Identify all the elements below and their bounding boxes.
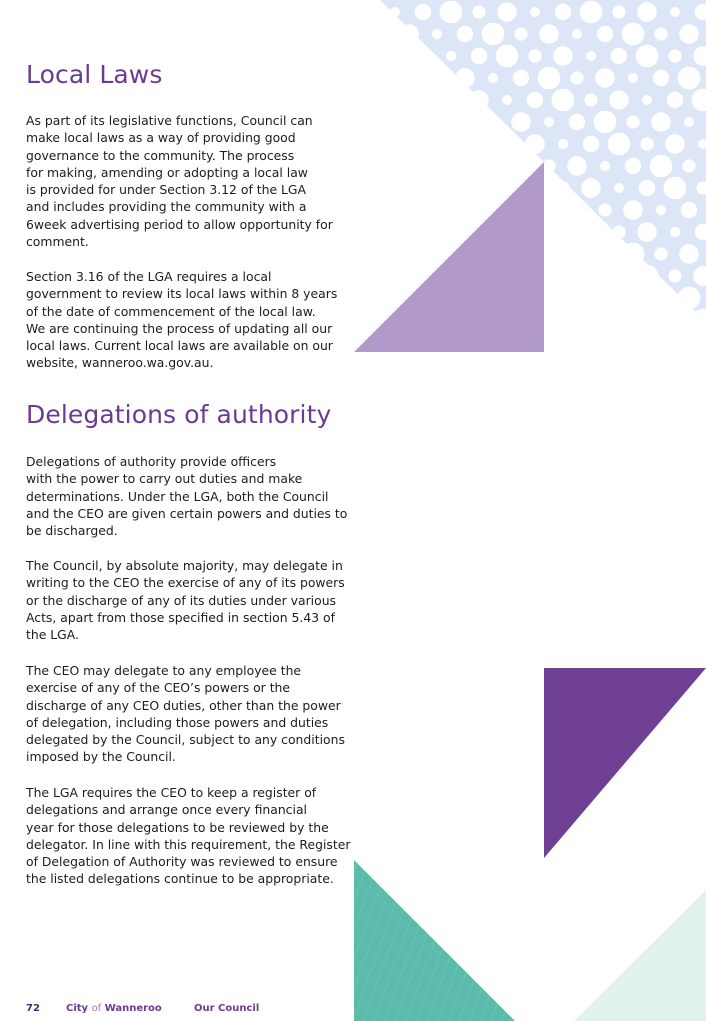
dot <box>586 51 596 61</box>
dot <box>469 90 489 110</box>
dot <box>496 45 519 68</box>
dot <box>486 115 499 128</box>
dot <box>432 29 442 39</box>
dot <box>390 7 400 17</box>
dot <box>681 202 697 218</box>
dot <box>651 112 671 132</box>
dot <box>654 247 667 260</box>
dot <box>426 199 449 222</box>
dot <box>510 155 533 178</box>
dot <box>668 269 681 282</box>
dot <box>594 111 617 134</box>
dot <box>679 244 699 264</box>
dot <box>567 156 587 176</box>
dot <box>670 227 680 237</box>
dot <box>611 268 627 284</box>
dot <box>584 313 597 326</box>
dot <box>580 221 603 244</box>
dot <box>594 331 617 354</box>
dot <box>679 24 699 44</box>
paragraph: The LGA requires the CEO to keep a register of delegations and arrange once every financial year for those delegations to be reviewed by the delegator. In line with this requirement, the Register of Delegation of Authority was reviewed to ensure the listed delegations continue to be appropriate. <box>26 785 351 887</box>
dot <box>597 26 613 42</box>
paragraph: Delegations of authority provide officers with the power to carry out duties and make determinations. Under the LGA, both the Council and the CEO are given certain powers and duties to be discharged. <box>26 454 348 539</box>
dot <box>468 133 491 156</box>
dot <box>665 134 685 154</box>
dot <box>684 117 694 127</box>
dot <box>570 71 583 84</box>
dot <box>678 287 701 310</box>
dot <box>570 291 583 304</box>
dot <box>446 51 456 61</box>
dot <box>415 4 431 20</box>
purple-triangle <box>544 668 706 858</box>
dot <box>385 134 405 154</box>
dot <box>653 290 669 306</box>
section-heading-delegations: Delegations of authority <box>26 400 332 429</box>
dot <box>640 137 653 150</box>
dot <box>586 271 596 281</box>
dot <box>628 293 638 303</box>
dot <box>402 159 415 172</box>
dot <box>384 177 407 200</box>
dot <box>474 183 484 193</box>
dot <box>572 249 582 259</box>
dot <box>530 7 540 17</box>
dot <box>642 95 652 105</box>
dot <box>612 5 625 18</box>
dot <box>511 112 531 132</box>
dot <box>502 95 512 105</box>
dot <box>580 1 603 24</box>
dot <box>388 49 401 62</box>
dot <box>401 202 417 218</box>
dot <box>668 49 681 62</box>
dot <box>628 73 638 83</box>
dot <box>388 269 401 282</box>
dot <box>415 224 431 240</box>
dot <box>471 48 487 64</box>
dot <box>584 93 597 106</box>
dot <box>569 114 585 130</box>
dot <box>513 70 529 86</box>
dot <box>622 23 645 46</box>
dot <box>488 73 498 83</box>
dot <box>454 111 477 134</box>
dot <box>595 288 615 308</box>
dot <box>527 92 543 108</box>
lavender-triangle <box>354 162 544 352</box>
dot <box>553 266 573 286</box>
dot <box>482 23 505 46</box>
dot <box>427 156 447 176</box>
footer-section-label: Our Council <box>194 1003 260 1014</box>
paragraph: The Council, by absolute majority, may delegate in writing to the CEO the exercise of any of its powers or the discharge of any of its duties under various Acts, apart from those specified in section 5.43 of the LGA. <box>26 558 345 643</box>
dot <box>653 70 669 86</box>
dot <box>444 93 457 106</box>
dot <box>583 136 599 152</box>
dot <box>390 227 400 237</box>
dot <box>626 335 639 348</box>
dot <box>528 49 541 62</box>
mint-triangle <box>574 890 706 1021</box>
dot <box>552 309 575 332</box>
dot <box>404 117 414 127</box>
dot <box>440 1 463 24</box>
dot <box>558 139 568 149</box>
dot <box>569 334 585 350</box>
dot <box>595 68 615 88</box>
dot <box>430 71 443 84</box>
dot <box>552 89 575 112</box>
dot <box>538 67 561 90</box>
dot <box>678 67 701 90</box>
brand-of: of <box>91 1003 102 1014</box>
dot <box>667 312 683 328</box>
dot <box>581 178 601 198</box>
brand-name: Wanneroo <box>104 1003 162 1014</box>
dot <box>637 222 657 242</box>
dot <box>555 224 571 240</box>
dot <box>399 24 419 44</box>
dot <box>622 243 645 266</box>
dot <box>398 67 421 90</box>
dot <box>636 45 659 68</box>
dot <box>500 137 513 150</box>
dot <box>609 310 629 330</box>
dot <box>639 180 655 196</box>
dot <box>387 92 403 108</box>
dot <box>600 161 610 171</box>
dot <box>654 27 667 40</box>
dot <box>692 309 706 332</box>
brand-logo-text <box>66 1003 162 1014</box>
dot <box>556 181 569 194</box>
dot <box>566 199 589 222</box>
dot <box>642 315 652 325</box>
dot <box>542 159 555 172</box>
dot <box>458 203 471 216</box>
dot <box>598 203 611 216</box>
dot <box>626 115 639 128</box>
dot <box>682 159 695 172</box>
paragraph: The CEO may delegate to any employee the exercise of any of the CEO’s powers or the discharge of any CEO duties, other than the power of delegation, including those powers and duties delegated by the Council, subject to any conditions imposed by the Council. <box>26 663 345 765</box>
dot <box>514 27 527 40</box>
dot <box>416 181 429 194</box>
dot <box>413 46 433 66</box>
dot <box>650 155 673 178</box>
dot <box>441 178 461 198</box>
dot <box>625 158 641 174</box>
paragraph: Section 3.16 of the LGA requires a local government to review its local laws within 8 years of the date of commencement of the local law. We are continuing the process of updating all our local laws. Current local laws are available on our website, wanneroo.wa.gov.au. <box>26 269 338 371</box>
dot <box>525 134 545 154</box>
dot <box>455 68 475 88</box>
dot <box>432 249 442 259</box>
dot <box>544 337 554 347</box>
dot <box>611 48 627 64</box>
dot <box>485 158 501 174</box>
paragraph: As part of its legislative functions, Council can make local laws as a way of providing good governance to the community. The process for making, amending or adopting a local law is provided for under Section 3.12 of the LGA and includes providing the community with a 6week advertising period to allow opportunity for comment. <box>26 113 333 250</box>
dot <box>637 2 657 22</box>
dot <box>418 139 428 149</box>
dot <box>460 161 470 171</box>
dot <box>656 205 666 215</box>
dot <box>399 244 419 264</box>
dot <box>544 117 554 127</box>
dot <box>684 337 694 347</box>
section-heading-local-laws: Local Laws <box>26 60 163 89</box>
dot <box>623 200 643 220</box>
dot <box>651 332 671 352</box>
dot <box>555 4 571 20</box>
dot <box>497 2 517 22</box>
dot <box>412 89 435 112</box>
dot <box>608 133 631 156</box>
dot <box>614 183 624 193</box>
dot <box>597 246 613 262</box>
dot <box>670 7 680 17</box>
dot <box>440 221 463 244</box>
brand-city: City <box>66 1003 89 1014</box>
dot <box>636 265 659 288</box>
dot <box>664 177 687 200</box>
dot <box>429 114 445 130</box>
dot <box>609 90 629 110</box>
dot <box>443 136 459 152</box>
dot <box>472 5 485 18</box>
dot <box>539 24 559 44</box>
dot <box>572 29 582 39</box>
dot <box>612 225 625 238</box>
dot <box>457 26 473 42</box>
page-number: 72 <box>26 1003 40 1014</box>
dot <box>667 92 683 108</box>
dot <box>553 46 573 66</box>
